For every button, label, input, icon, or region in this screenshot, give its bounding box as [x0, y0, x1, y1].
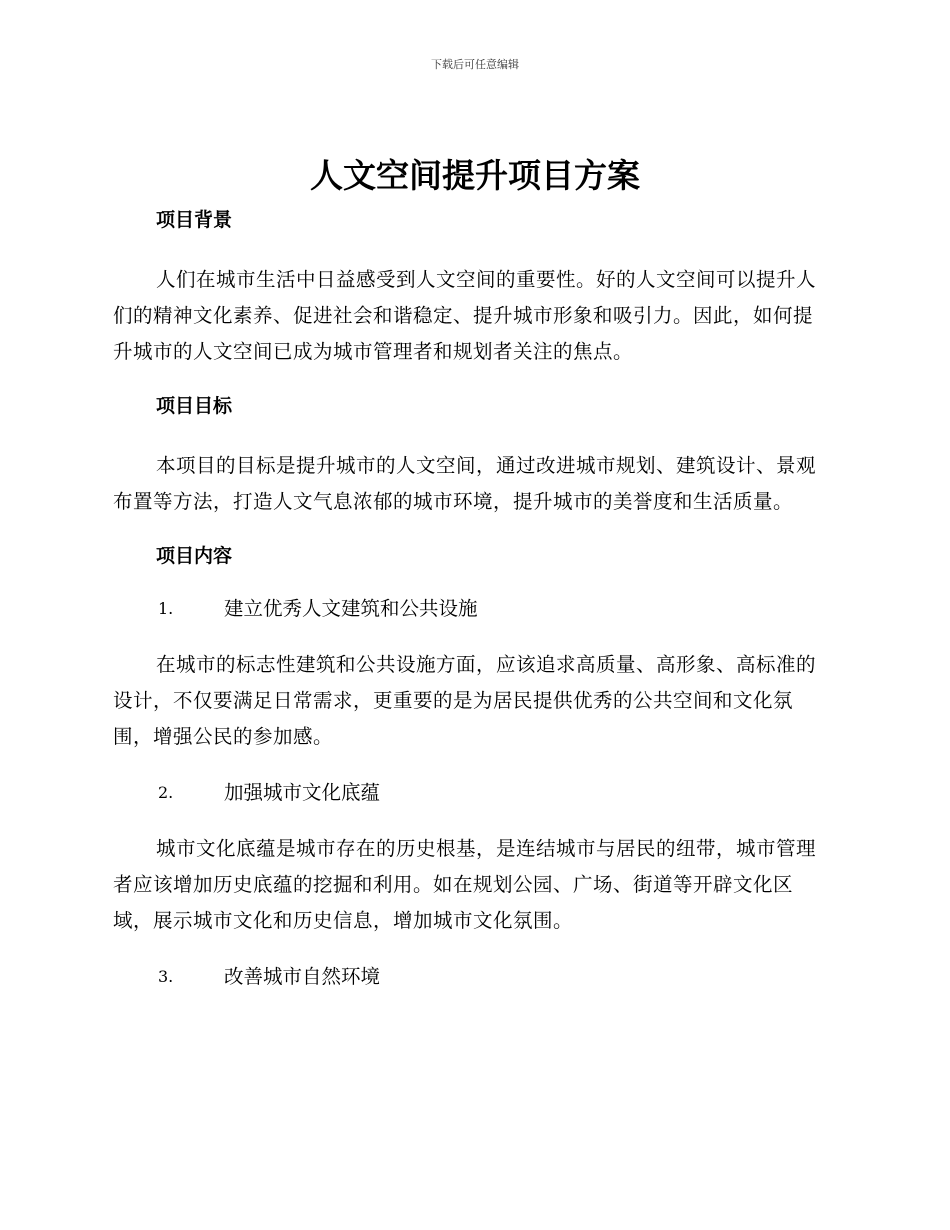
section-heading-goal: 项目目标	[156, 395, 233, 417]
list-item-title: 改善城市自然环境	[224, 965, 381, 988]
list-number: 2.	[158, 783, 174, 802]
document-body	[113, 205, 831, 995]
paragraph-item-2: 城市文化底蕴是城市存在的历史根基，是连结城市与居民的纽带，城市管理者应该增加历史底蕴的挖掘和利用。如在规划公园、广场、街道等开辟文化区域，展示城市文化和历史信息，增加城市文化氛围。	[113, 837, 817, 932]
list-item	[113, 959, 831, 995]
document-title: 人文空间提升项目方案	[310, 156, 640, 195]
list-number: 1.	[158, 599, 174, 618]
list-item	[113, 775, 831, 811]
paragraph-item-1: 在城市的标志性建筑和公共设施方面，应该追求高质量、高形象、高标准的设计，不仅要满足日常需求，更重要的是为居民提供优秀的公共空间和文化氛围，增强公民的参加感。	[113, 653, 817, 748]
section-heading-background: 项目背景	[156, 209, 233, 231]
header-note: 下载后可任意编辑	[431, 58, 519, 71]
list-number: 3.	[158, 967, 174, 986]
paragraph-goal: 本项目的目标是提升城市的人文空间，通过改进城市规划、建筑设计、景观布置等方法，打造人文气息浓郁的城市环境，提升城市的美誉度和生活质量。	[113, 454, 817, 513]
section-heading-content: 项目内容	[156, 545, 233, 567]
list-item	[113, 591, 831, 627]
paragraph-background: 人们在城市生活中日益感受到人文空间的重要性。好的人文空间可以提升人们的精神文化素养、促进社会和谐稳定、提升城市形象和吸引力。因此，如何提升城市的人文空间已成为城市管理者和规划者关注的焦点。	[113, 268, 817, 363]
list-item-title: 加强城市文化底蕴	[224, 781, 381, 804]
list-item-title: 建立优秀人文建筑和公共设施	[224, 597, 478, 620]
